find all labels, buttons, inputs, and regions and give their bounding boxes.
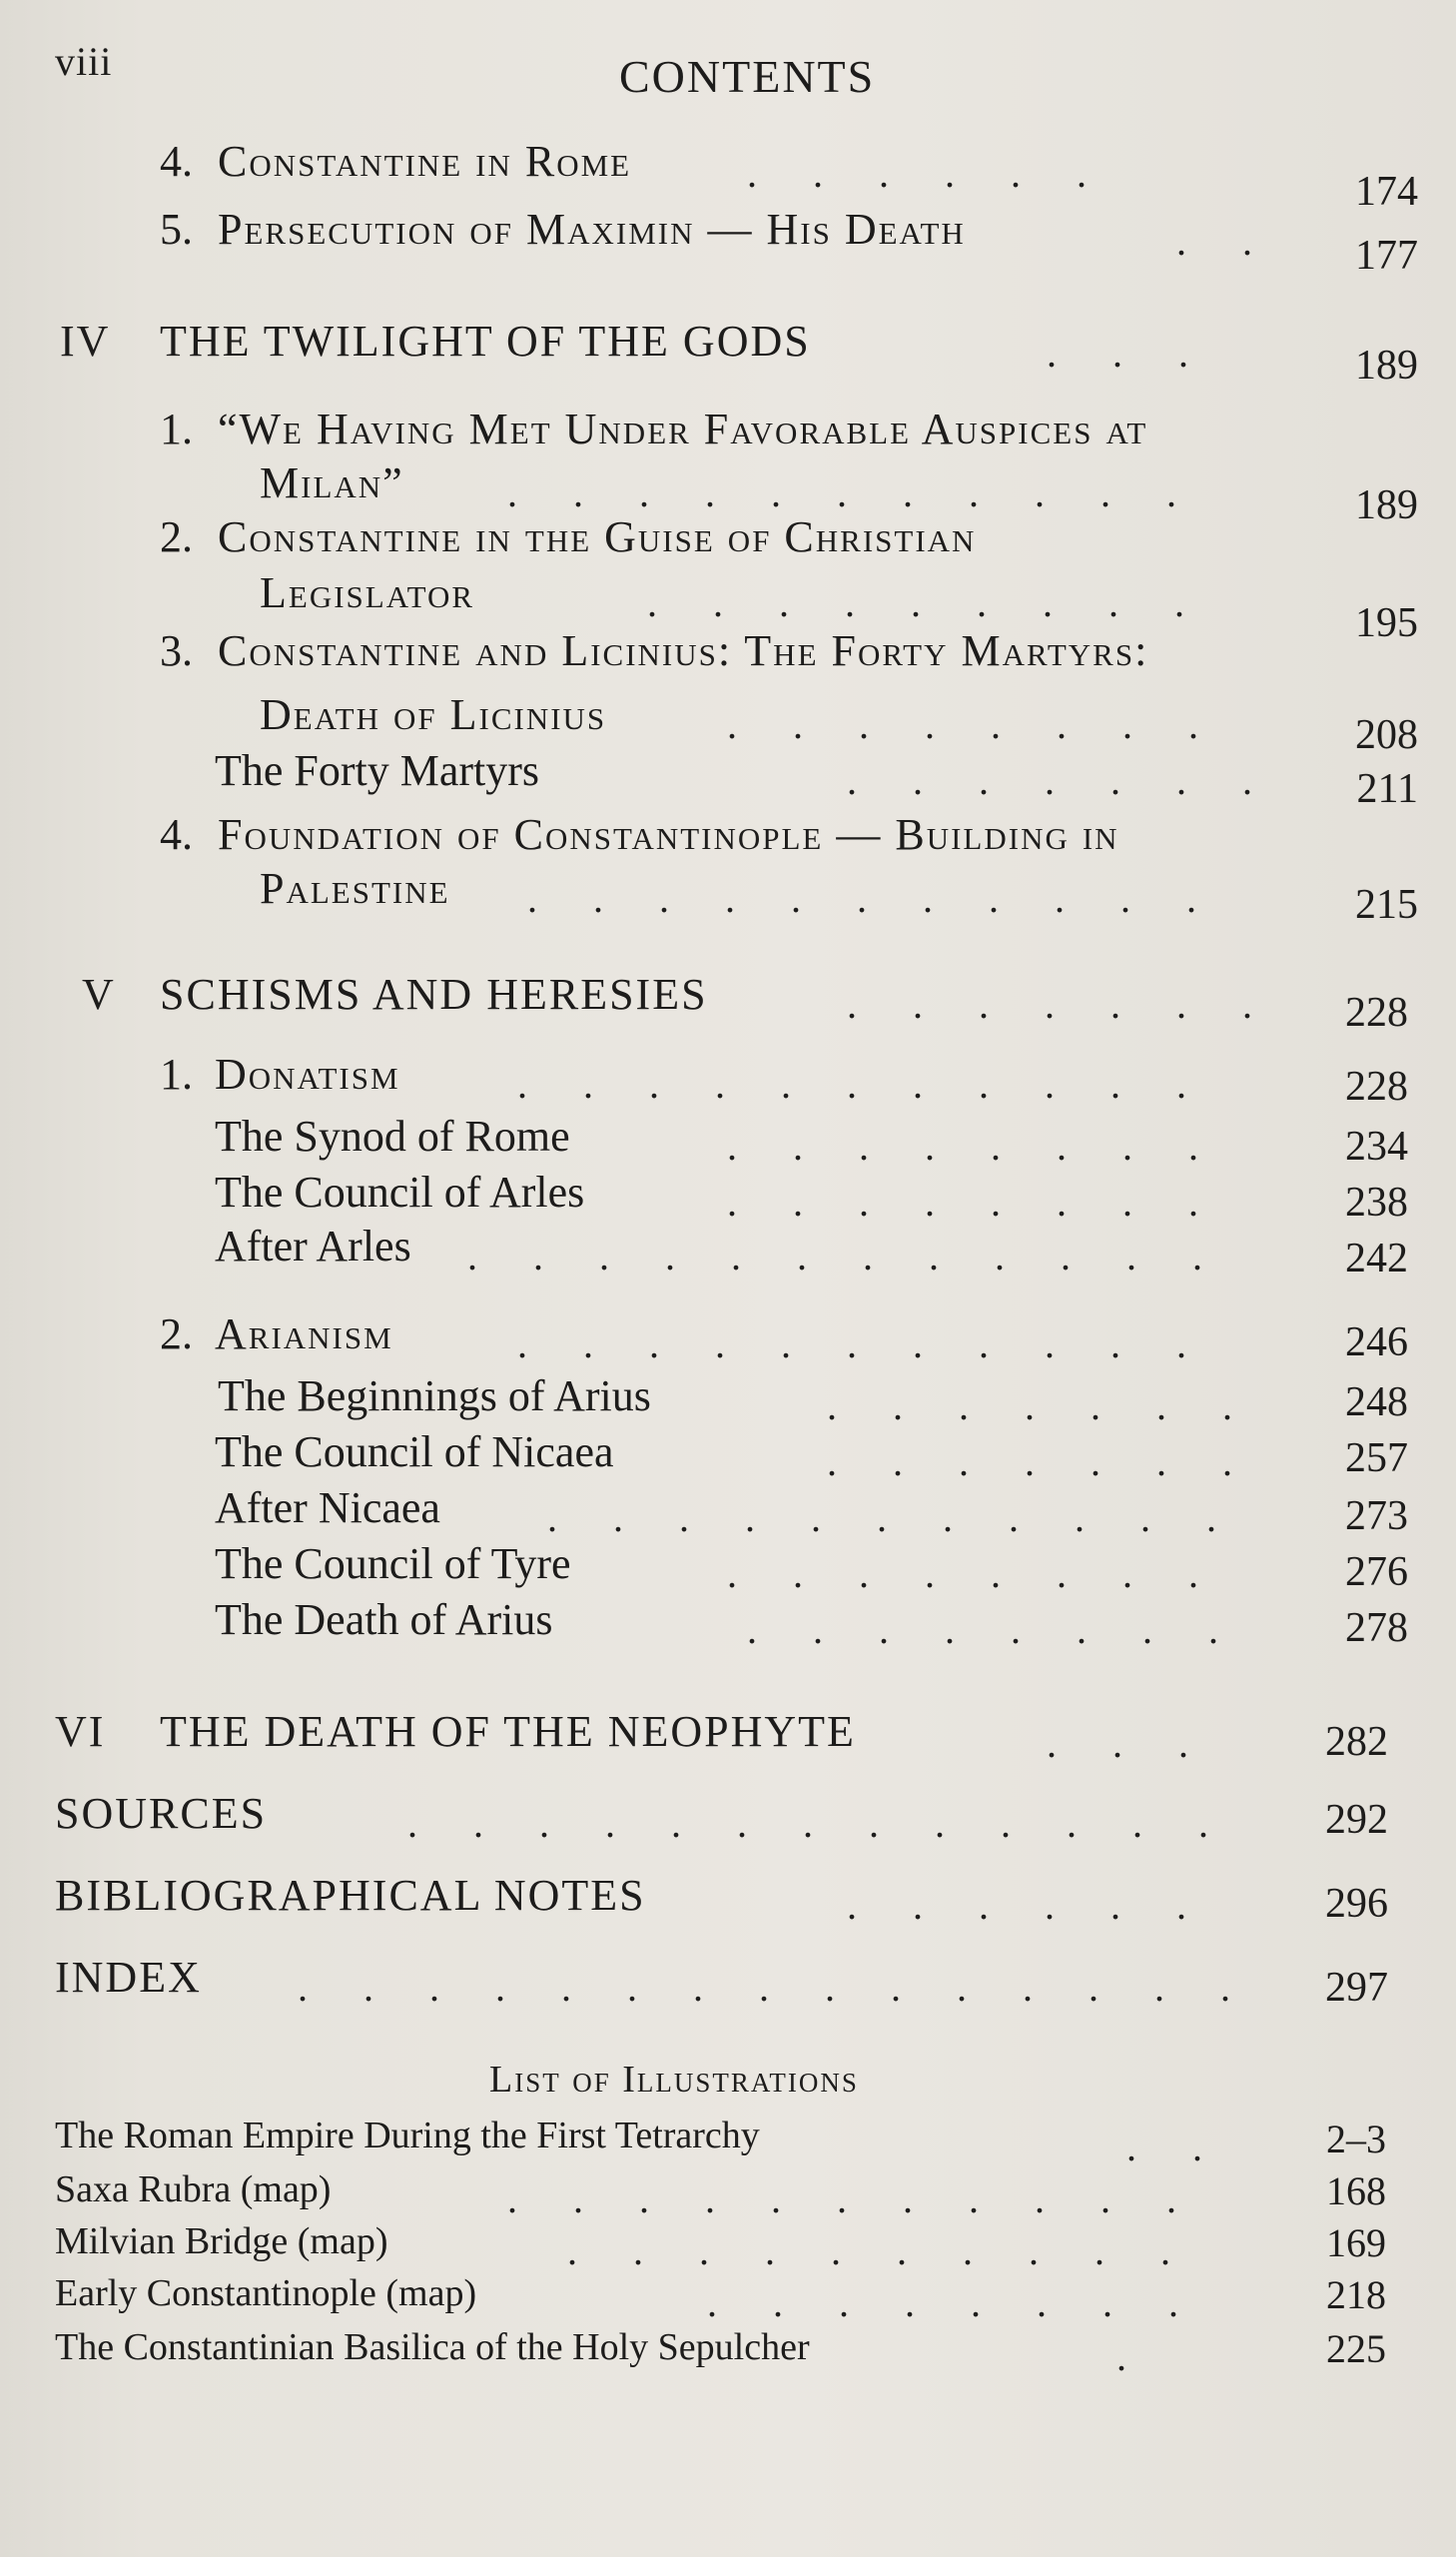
entry-title: After Arles <box>215 1222 411 1271</box>
entry-title: BIBLIOGRAPHICAL NOTES <box>55 1871 646 1920</box>
dot-leader: . . . . . . . . . . . . <box>467 1234 1202 1278</box>
chapter-number: VI <box>55 1707 106 1756</box>
entry-number: 1. <box>160 1050 193 1099</box>
entry-page: 215 <box>1355 882 1418 928</box>
entry-title: INDEX <box>55 1953 202 2002</box>
entry-title: Foundation of Constantinople — Building in <box>218 810 1119 859</box>
entry-number: 2. <box>160 512 193 561</box>
dot-leader: . <box>1116 2334 1126 2379</box>
entry-title: Constantine and Licinius: The Forty Martyrs: <box>218 626 1149 675</box>
entry-page: 228 <box>1345 990 1408 1036</box>
dot-leader: . . . . . . . . <box>727 1124 1198 1169</box>
entry-number: 2. <box>160 1309 193 1358</box>
dot-leader: . . . . . . . . <box>707 2280 1178 2325</box>
entry-page: 242 <box>1345 1236 1408 1281</box>
entry-title: “We Having Met Under Favorable Auspices at <box>218 405 1148 453</box>
entry-number: 4. <box>160 810 193 859</box>
entry-title: The Council of Arles <box>215 1168 585 1217</box>
entry-page: 238 <box>1345 1180 1408 1226</box>
illustration-title: The Roman Empire During the First Tetrarchy <box>55 2115 760 2156</box>
entry-title-continued: Palestine <box>260 864 450 913</box>
dot-leader: . . . . . . . <box>827 1383 1232 1428</box>
illustration-title: The Constantinian Basilica of the Holy Sepulcher <box>55 2326 810 2368</box>
entry-page: 278 <box>1345 1605 1408 1651</box>
dot-leader: . . <box>1176 219 1252 264</box>
entry-number: 1. <box>160 405 193 453</box>
entry-title: The Beginnings of Arius <box>218 1371 651 1420</box>
entry-title: SOURCES <box>55 1789 268 1838</box>
chapter-title: SCHISMS AND HERESIES <box>160 970 708 1019</box>
illustration-page: 225 <box>1326 2326 1386 2371</box>
dot-leader: . . . . . . . . . . . . . . . <box>298 1965 1230 2010</box>
dot-leader: . . . . . . . . . . . <box>527 876 1196 921</box>
entry-title-continued: Legislator <box>260 568 475 617</box>
entry-title-continued: Milan” <box>260 458 404 507</box>
entry-page: 177 <box>1355 233 1418 279</box>
dot-leader: . . . . . . . . . . . <box>517 1062 1186 1107</box>
dot-leader: . . . . . . . . <box>747 1607 1218 1652</box>
chapter-title: THE DEATH OF THE NEOPHYTE <box>160 1707 856 1756</box>
entry-title: Constantine in the Guise of Christian <box>218 512 977 561</box>
entry-page: 246 <box>1345 1319 1408 1365</box>
entry-page: 257 <box>1345 1435 1408 1481</box>
entry-page: 292 <box>1325 1797 1388 1843</box>
entry-title: Donatism <box>215 1050 400 1099</box>
entry-page: 282 <box>1325 1719 1388 1765</box>
dot-leader: . . . . . . . . . . . . . <box>407 1801 1208 1846</box>
entry-page: 195 <box>1355 600 1418 646</box>
entry-page: 208 <box>1355 712 1418 758</box>
dot-leader: . . . . . . <box>747 151 1087 196</box>
entry-title: The Council of Nicaea <box>215 1427 614 1476</box>
dot-leader: . . . . . . . . . . . <box>507 470 1176 515</box>
entry-title: Arianism <box>215 1309 393 1358</box>
dot-leader: . . . . . . . <box>827 1439 1232 1484</box>
entry-page: 189 <box>1355 343 1418 389</box>
illustration-page: 169 <box>1326 2220 1386 2265</box>
dot-leader: . . . . . . . . . . . <box>517 1321 1186 1366</box>
dot-leader: . . . . . . . <box>847 758 1252 803</box>
dot-leader: . . . . . . . . . . . <box>547 1495 1216 1540</box>
chapter-number: IV <box>60 317 111 366</box>
dot-leader: . . . . . . . <box>847 982 1252 1027</box>
entry-page: 174 <box>1355 169 1418 215</box>
entry-page: 228 <box>1345 1064 1408 1110</box>
dot-leader: . . . . . . <box>847 1883 1186 1928</box>
entry-title: The Synod of Rome <box>215 1112 570 1161</box>
entry-title: After Nicaea <box>215 1483 440 1532</box>
entry-title: The Council of Tyre <box>215 1539 571 1588</box>
entry-page: 297 <box>1325 1965 1388 2011</box>
dot-leader: . . . <box>1047 1721 1188 1766</box>
entry-page: 211 <box>1356 766 1418 812</box>
dot-leader: . . . . . . . . <box>727 1551 1198 1596</box>
entry-page: 296 <box>1325 1881 1388 1927</box>
entry-title: The Forty Martyrs <box>215 746 540 795</box>
illustration-title: Milvian Bridge (map) <box>55 2220 388 2262</box>
running-head: CONTENTS <box>619 51 876 102</box>
chapter-title: THE TWILIGHT OF THE GODS <box>160 317 811 366</box>
entry-title-continued: Death of Licinius <box>260 690 607 739</box>
entry-number: 5. <box>160 205 193 254</box>
dot-leader: . . <box>1126 2125 1202 2169</box>
dot-leader: . . . . . . . . <box>727 702 1198 747</box>
entry-number: 4. <box>160 137 193 186</box>
dot-leader: . . . . . . . . . <box>647 580 1184 625</box>
illustration-title: Saxa Rubra (map) <box>55 2168 332 2210</box>
entry-page: 189 <box>1355 482 1418 528</box>
illustration-page: 2–3 <box>1326 2117 1386 2161</box>
entry-number: 3. <box>160 626 193 675</box>
dot-leader: . . . . . . . . . . . <box>507 2176 1176 2221</box>
dot-leader: . . . . . . . . <box>727 1180 1198 1225</box>
entry-page: 248 <box>1345 1379 1408 1425</box>
entry-page: 234 <box>1345 1124 1408 1170</box>
illustration-title: Early Constantinople (map) <box>55 2272 477 2314</box>
entry-title: The Death of Arius <box>215 1595 553 1644</box>
illustrations-heading: List of Illustrations <box>489 2059 859 2101</box>
illustration-page: 218 <box>1326 2272 1386 2317</box>
entry-title: Constantine in Rome <box>218 137 632 186</box>
illustration-page: 168 <box>1326 2168 1386 2213</box>
dot-leader: . . . . . . . . . . <box>567 2228 1170 2273</box>
dot-leader: . . . <box>1047 331 1188 376</box>
chapter-number: V <box>82 970 116 1019</box>
entry-title: Persecution of Maximin — His Death <box>218 205 966 254</box>
page-number: viii <box>55 39 113 84</box>
entry-page: 276 <box>1345 1549 1408 1595</box>
entry-page: 273 <box>1345 1493 1408 1539</box>
